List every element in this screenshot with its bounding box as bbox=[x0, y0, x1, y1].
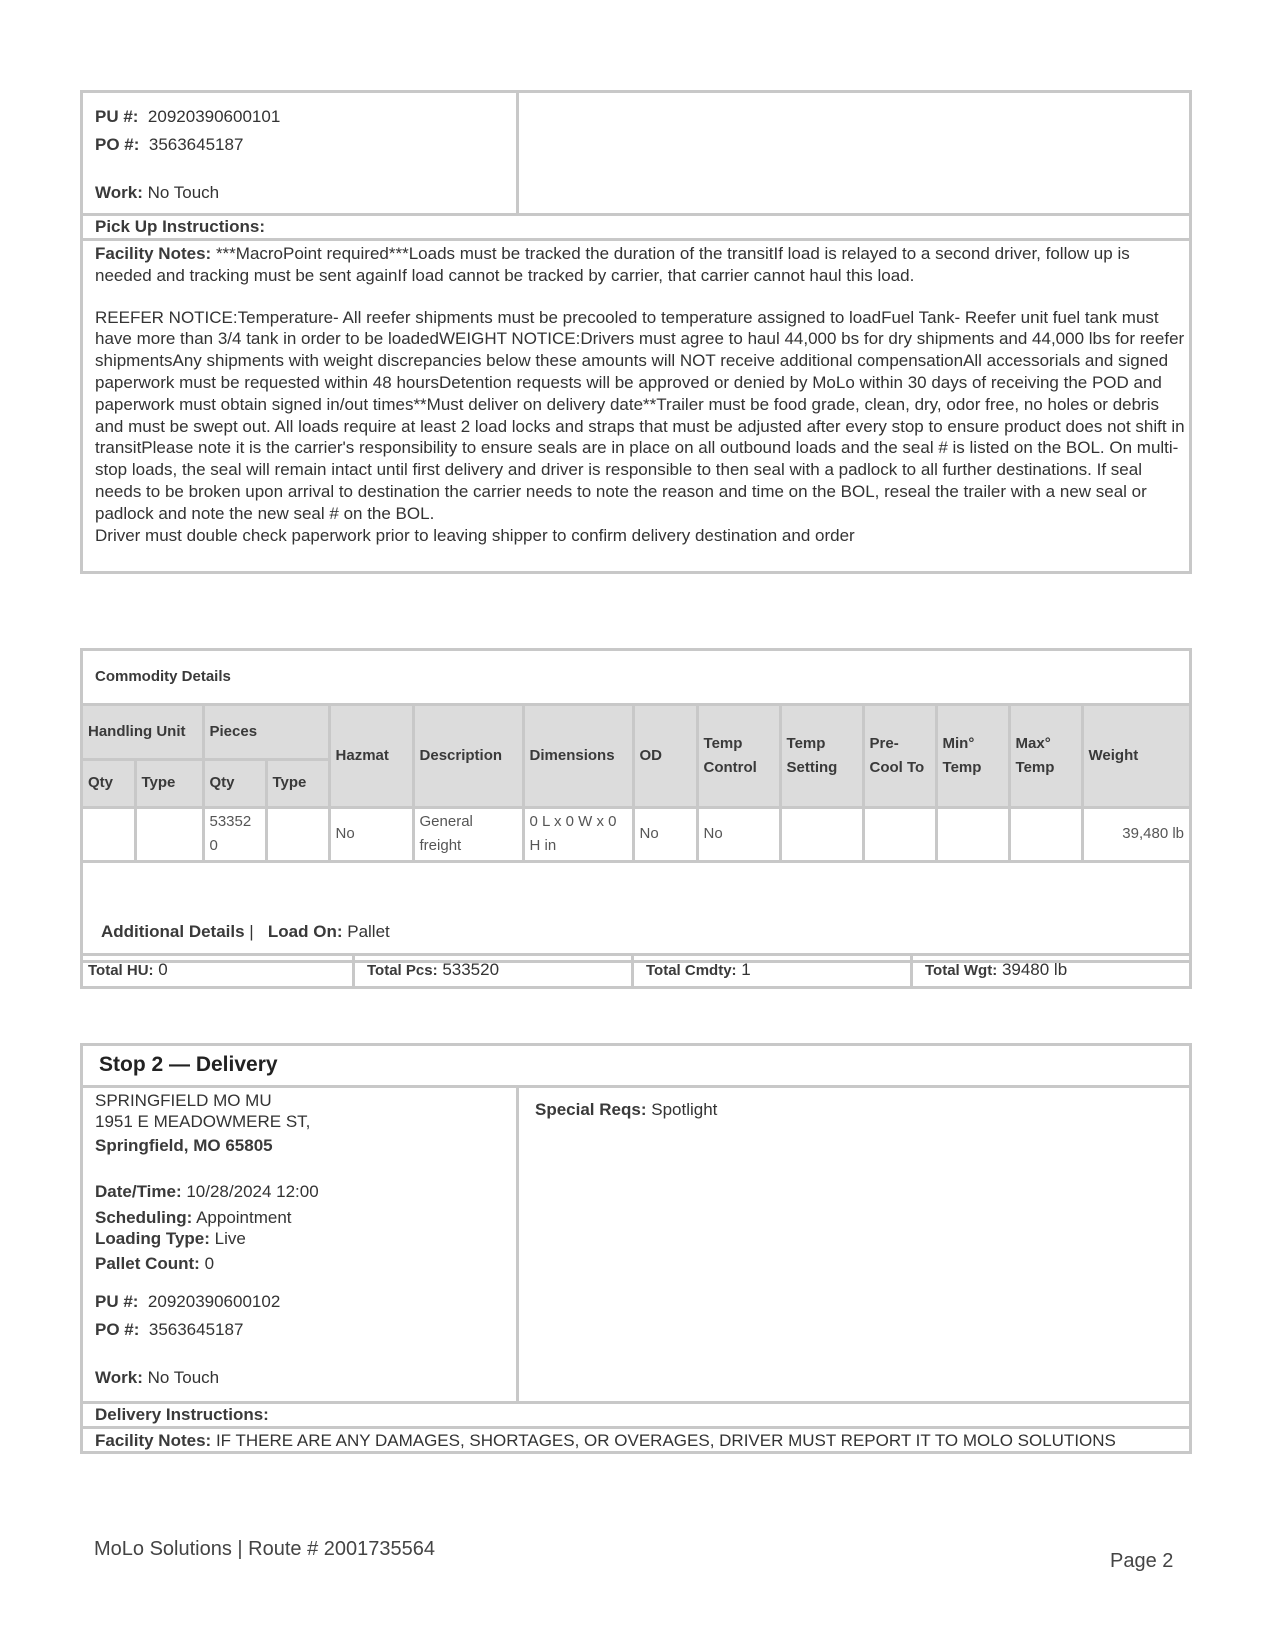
header-min-temp: Min° Temp bbox=[936, 706, 1009, 807]
header-max-temp: Max° Temp bbox=[1009, 706, 1082, 807]
pickup-ref-panel bbox=[83, 93, 519, 216]
facility-notes-p3: Driver must double check paperwork prior to leaving shipper to confirm delivery destination and order bbox=[95, 525, 855, 545]
cell-description: General freight bbox=[413, 807, 523, 861]
additional-details: Additional Details | Load On: Pallet bbox=[83, 907, 1189, 963]
cell-weight: 39,480 lb bbox=[1082, 807, 1189, 861]
commodity-title: Commodity Details bbox=[83, 651, 1189, 706]
header-pcs-type: Type bbox=[266, 759, 329, 807]
pickup-instructions-heading: Pick Up Instructions: bbox=[83, 216, 1189, 241]
commodity-totals bbox=[80, 956, 1192, 989]
footer-route: MoLo Solutions | Route # 2001735564 bbox=[94, 1538, 436, 1560]
facility-notes-p1: Facility Notes: ***MacroPoint required***Loads must be tracked the duration of the transitIf load is relayed to a second driver, follow up is needed and tracking must be sent againIf load cannot be tracked by carrier, that carrier cannot haul this load. bbox=[95, 244, 1130, 285]
header-pieces: Pieces bbox=[203, 706, 329, 759]
cell-hazmat: No bbox=[329, 807, 413, 861]
facility-notes-p2: REEFER NOTICE:Temperature- All reefer shipments must be precooled to temperature assigned to loadFuel Tank- Reefer unit fuel tank must have more than 3/4 tank in order to be loadedWEIGHT NOTICE:Drivers must agree to haul 44,000 bs for dry shipments and 44,000 lbs for reefer shipmentsAny shipments with weight discrepancies below these amounts will NOT receive additional compensationAll accessorials and signed paperwork must be requested within 48 hoursDetention requests will be approved or denied by MoLo within 30 days of receiving the POD and paperwork must obtain signed in/out times**Must deliver on delivery date**Trailer must be food grade, clean, dry, odor free, no holes or debris and must be swept out. All loads require at least 2 load locks and straps that must be adjusted after every stop to ensure product does not shift in transitPlease note it is the carrier's responsibility to ensure seals are in place on all outbound loads and the seal # is listed on the BOL. On multi-stop loads, the seal will remain intact until first delivery and driver is responsible to then seal with a padlock to all further destinations. If seal needs to be broken upon arrival to destination the carrier needs to note the reason and time on the BOL, reseal the trailer with a new seal or padlock and note the new seal # on the BOL. bbox=[95, 307, 1185, 523]
header-hazmat: Hazmat bbox=[329, 706, 413, 807]
delivery-work-type: Work: No Touch bbox=[95, 1368, 220, 1387]
header-hu-qty: Qty bbox=[83, 759, 135, 807]
delivery-pu-number: PU #: 20920390600102 bbox=[95, 1292, 281, 1311]
header-hu-type: Type bbox=[135, 759, 203, 807]
delivery-facility-notes: Facility Notes: IF THERE ARE ANY DAMAGES, SHORTAGES, OR OVERAGES, DRIVER MUST REPORT IT TO MOLO SOLUTIONS bbox=[95, 1431, 1116, 1450]
pickup-right-panel bbox=[519, 93, 1189, 216]
header-dimensions: Dimensions bbox=[523, 706, 633, 807]
delivery-info-panel bbox=[83, 1088, 519, 1404]
delivery-scheduling: Scheduling: Appointment bbox=[95, 1208, 292, 1227]
cell-hu-qty bbox=[83, 807, 135, 861]
delivery-instructions-heading: Delivery Instructions: bbox=[83, 1404, 1189, 1429]
header-weight: Weight bbox=[1082, 706, 1189, 807]
delivery-right-panel bbox=[519, 1088, 1189, 1404]
total-pcs: Total Pcs: 533520 bbox=[355, 956, 634, 986]
pickup-facility-notes bbox=[95, 243, 1185, 546]
header-temp-control: Temp Control bbox=[697, 706, 780, 807]
delivery-section bbox=[80, 1043, 1192, 1454]
total-cmdty: Total Cmdty: 1 bbox=[634, 956, 913, 986]
header-pcs-qty: Qty bbox=[203, 759, 266, 807]
cell-pre-cool-to bbox=[863, 807, 936, 861]
cell-dimensions: 0 L x 0 W x 0 H in bbox=[523, 807, 633, 861]
cell-pcs-qty: 533520 bbox=[203, 807, 266, 861]
footer-page-number: Page 2 bbox=[1110, 1550, 1174, 1572]
special-reqs: Special Reqs: Spotlight bbox=[535, 1100, 718, 1119]
delivery-address: SPRINGFIELD MO MU 1951 E MEADOWMERE ST, bbox=[95, 1091, 311, 1131]
stop-title: Stop 2 — Delivery bbox=[83, 1046, 1189, 1088]
cell-temp-control: No bbox=[697, 807, 780, 861]
commodity-section bbox=[80, 648, 1192, 956]
header-temp-setting: Temp Setting bbox=[780, 706, 863, 807]
commodity-table bbox=[83, 706, 1189, 863]
delivery-loading-type: Loading Type: Live bbox=[95, 1229, 246, 1248]
cell-od: No bbox=[633, 807, 697, 861]
delivery-city: Springfield, MO 65805 bbox=[95, 1136, 273, 1155]
cell-max-temp bbox=[1009, 807, 1082, 861]
delivery-datetime: Date/Time: 10/28/2024 12:00 bbox=[95, 1182, 319, 1201]
cell-min-temp bbox=[936, 807, 1009, 861]
header-description: Description bbox=[413, 706, 523, 807]
total-hu: Total HU: 0 bbox=[83, 956, 355, 986]
header-od: OD bbox=[633, 706, 697, 807]
total-wgt: Total Wgt: 39480 lb bbox=[925, 960, 1068, 979]
header-pre-cool-to: Pre-Cool To bbox=[863, 706, 936, 807]
header-handling-unit: Handling Unit bbox=[83, 706, 203, 759]
work-type: Work: No Touch bbox=[95, 183, 220, 202]
cell-hu-type bbox=[135, 807, 203, 861]
pickup-section bbox=[80, 90, 1192, 574]
pu-number: PU #: 20920390600101 bbox=[95, 107, 281, 126]
cell-temp-setting bbox=[780, 807, 863, 861]
po-number: PO #: 3563645187 bbox=[95, 135, 244, 154]
cell-pcs-type bbox=[266, 807, 329, 861]
delivery-pallet-count: Pallet Count: 0 bbox=[95, 1254, 215, 1273]
table-row bbox=[83, 807, 1189, 861]
delivery-po-number: PO #: 3563645187 bbox=[95, 1320, 244, 1339]
